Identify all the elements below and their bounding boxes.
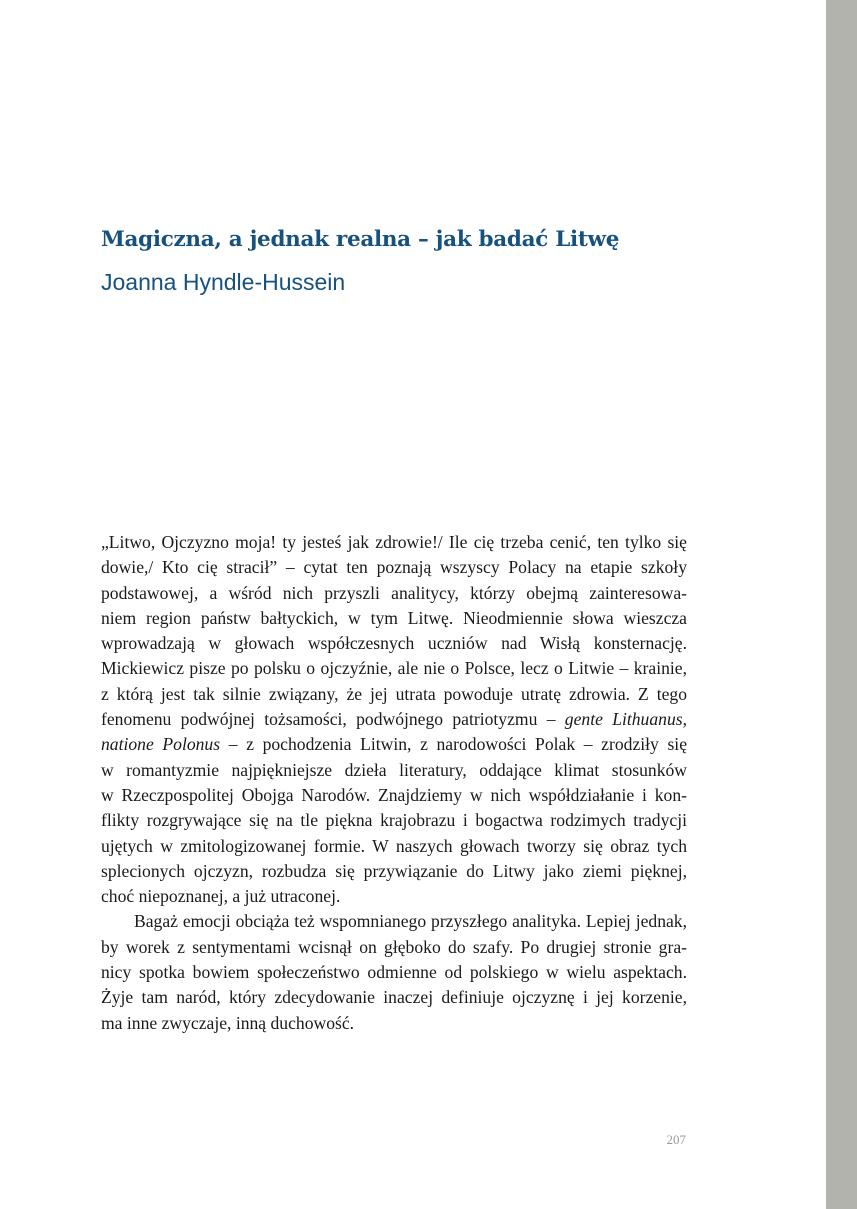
- margin-strip: [826, 0, 857, 1209]
- body-line: flikty rozgrywające się na tle piękna krajobrazu i bogactwa rodzimych tradycji: [101, 810, 687, 831]
- body-line: ma inne zwyczaje, inną duchowość.: [101, 1012, 355, 1033]
- body-line: nicy spotka bowiem społeczeństwo odmienne od polskiego w wielu aspektach.: [101, 962, 687, 983]
- body-line: podstawowej, a wśród nich przyszli analitycy, którzy obejmą zainteresowa-: [101, 582, 687, 603]
- article-body: [101, 530, 687, 1036]
- body-line-italic: natione Polonus – z pochodzenia Litwin, z narodowości Polak – zrodziły się: [101, 734, 687, 755]
- body-line: w Rzeczpospolitej Obojga Narodów. Znajdziemy w nich współdziałanie i kon-: [101, 784, 687, 805]
- article-title: Magiczna, a jednak realna – jak badać Litwę: [101, 227, 620, 252]
- italic-phrase: gente Lithuanus,: [564, 709, 687, 730]
- body-line: Żyje tam naród, który zdecydowanie inaczej definiuje ojczyznę i jej korzenie,: [101, 987, 687, 1008]
- body-line: [101, 909, 687, 934]
- body-line-text: Bagaż emocji obciąża też wspomnianego przyszłego analityka. Lepiej jednak,: [134, 911, 687, 932]
- article-author: Joanna Hyndle-Hussein: [101, 269, 346, 295]
- body-line-italic: fenomenu podwójnej tożsamości, podwójnego patriotyzmu – gente Lithuanus,: [101, 709, 687, 730]
- body-line: „Litwo, Ojczyzno moja! ty jesteś jak zdrowie!/ Ile cię trzeba cenić, ten tylko się: [101, 532, 687, 552]
- body-line: w romantyzmie najpiękniejsze dzieła literatury, oddające klimat stosunków: [101, 759, 687, 780]
- italic-phrase: natione Polonus: [101, 734, 221, 755]
- body-line: dowie,/ Kto cię stracił” – cytat ten poznają wszyscy Polacy na etapie szkoły: [101, 557, 687, 578]
- body-line: ujętych w zmitologizowanej formie. W naszych głowach tworzy się obraz tych: [101, 835, 687, 856]
- body-line: Mickiewicz pisze po polsku o ojczyźnie, ale nie o Polsce, lecz o Litwie – krainie,: [101, 658, 687, 679]
- body-line: wprowadzają w głowach współczesnych uczniów nad Wisłą konsternację.: [101, 633, 687, 654]
- body-line: splecionych ojczyzn, rozbudza się przywiązanie do Litwy jako ziemi pięknej,: [101, 860, 687, 881]
- body-line: niem region państw bałtyckich, w tym Litwę. Nieodmiennie słowa wieszcza: [101, 607, 687, 628]
- body-line: by worek z sentymentami wcisnął on głęboko do szafy. Po drugiej stronie gra-: [101, 936, 687, 957]
- body-line: z którą jest tak silnie związany, że jej utrata powoduje utratę zdrowia. Z tego: [101, 683, 687, 704]
- page-number: 207: [666, 1132, 686, 1147]
- body-line: choć niepoznanej, a już utraconej.: [101, 886, 341, 907]
